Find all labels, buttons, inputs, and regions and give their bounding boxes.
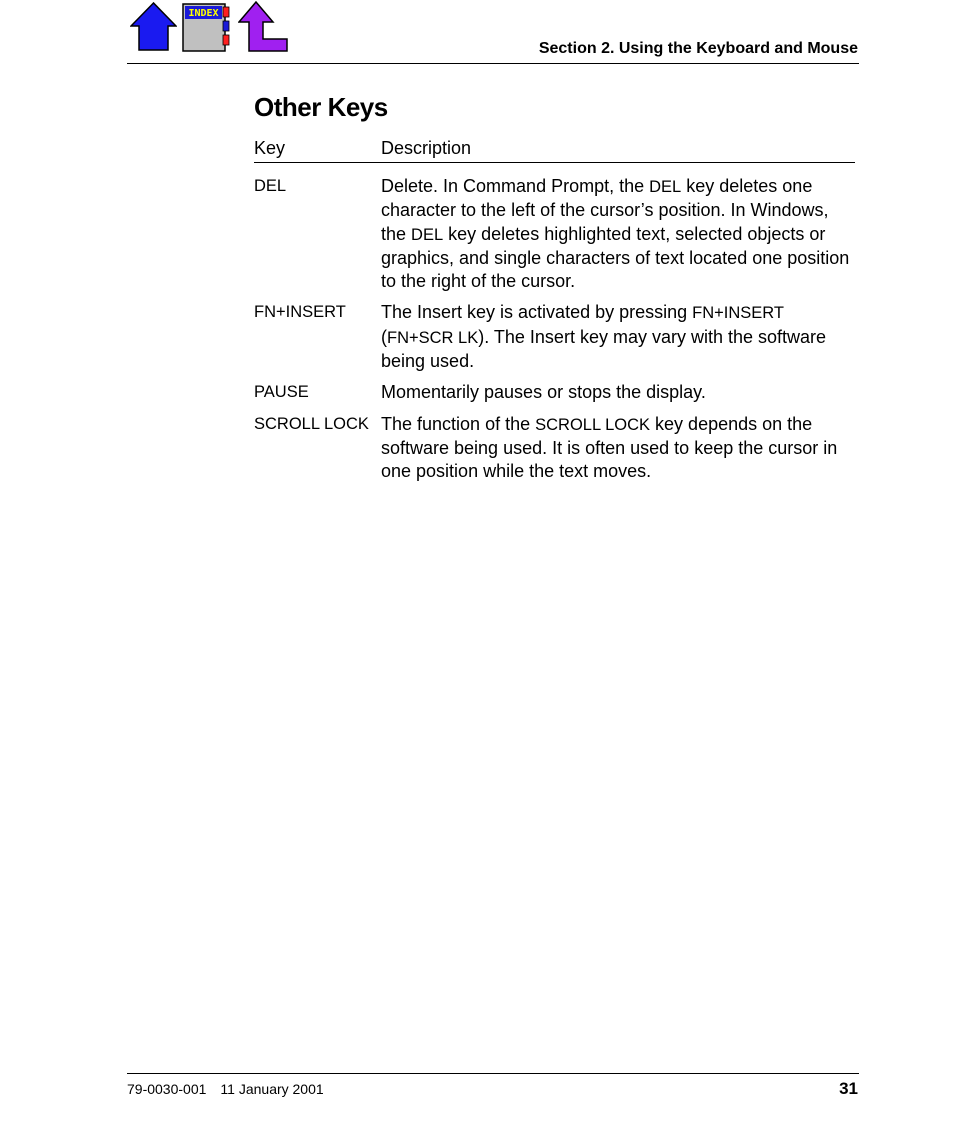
key-description <box>381 175 855 293</box>
key-ref: FN+SCR LK <box>387 328 479 347</box>
key-name: FN+INSERT <box>254 303 346 322</box>
table-row <box>254 413 855 484</box>
key-description <box>381 413 855 484</box>
footer-info <box>127 1081 324 1097</box>
key-column-header: Key <box>254 138 286 158</box>
footer-divider <box>127 1073 859 1074</box>
home-button[interactable] <box>130 1 177 52</box>
table-row <box>254 381 855 404</box>
home-icon <box>130 1 177 52</box>
index-label: INDEX <box>188 8 219 19</box>
index-button[interactable] <box>182 1 232 52</box>
table-row <box>254 301 855 373</box>
desc-text: key depends on the software being used. It is often used to keep the cursor in one position while the text moves. <box>381 413 838 482</box>
document-date: 11 January 2001 <box>220 1081 324 1097</box>
key-ref: FN+INSERT <box>692 304 784 323</box>
navigation-bar <box>130 1 300 53</box>
desc-text: ( <box>381 326 387 347</box>
back-arrow-icon <box>238 1 290 52</box>
page-number: 31 <box>839 1079 858 1098</box>
page-title: Other Keys <box>254 92 388 122</box>
key-name: PAUSE <box>254 383 309 402</box>
desc-text: The Insert key is activated by pressing <box>381 302 693 323</box>
key-description <box>381 381 855 404</box>
desc-text: ). The Insert key may vary with the software being used. <box>381 326 827 372</box>
section-header: Section 2. Using the Keyboard and Mouse <box>538 40 858 57</box>
description-column-header: Description <box>381 138 472 158</box>
key-ref: DEL <box>411 225 444 244</box>
key-description <box>381 301 855 373</box>
table-row <box>254 175 855 293</box>
index-book-icon <box>182 1 232 52</box>
key-name: DEL <box>254 177 287 195</box>
desc-text: key deletes one character to the left of the cursor’s position. In Windows, the <box>381 176 829 244</box>
desc-text: key deletes highlighted text, selected objects or graphics, and single characters of text located one position to the right of the cursor. <box>381 223 850 292</box>
key-ref: SCROLL LOCK <box>535 415 651 434</box>
back-button[interactable] <box>238 1 290 52</box>
key-ref: DEL <box>649 178 682 196</box>
keys-table <box>254 138 855 484</box>
table-header <box>254 138 855 163</box>
key-name: SCROLL LOCK <box>254 414 369 433</box>
header-divider <box>127 63 859 64</box>
desc-text: Delete. In Command Prompt, the <box>381 176 650 196</box>
desc-text: Momentarily pauses or stops the display. <box>381 382 706 403</box>
desc-text: The function of the <box>381 413 536 434</box>
document-number: 79-0030-001 <box>127 1081 207 1097</box>
